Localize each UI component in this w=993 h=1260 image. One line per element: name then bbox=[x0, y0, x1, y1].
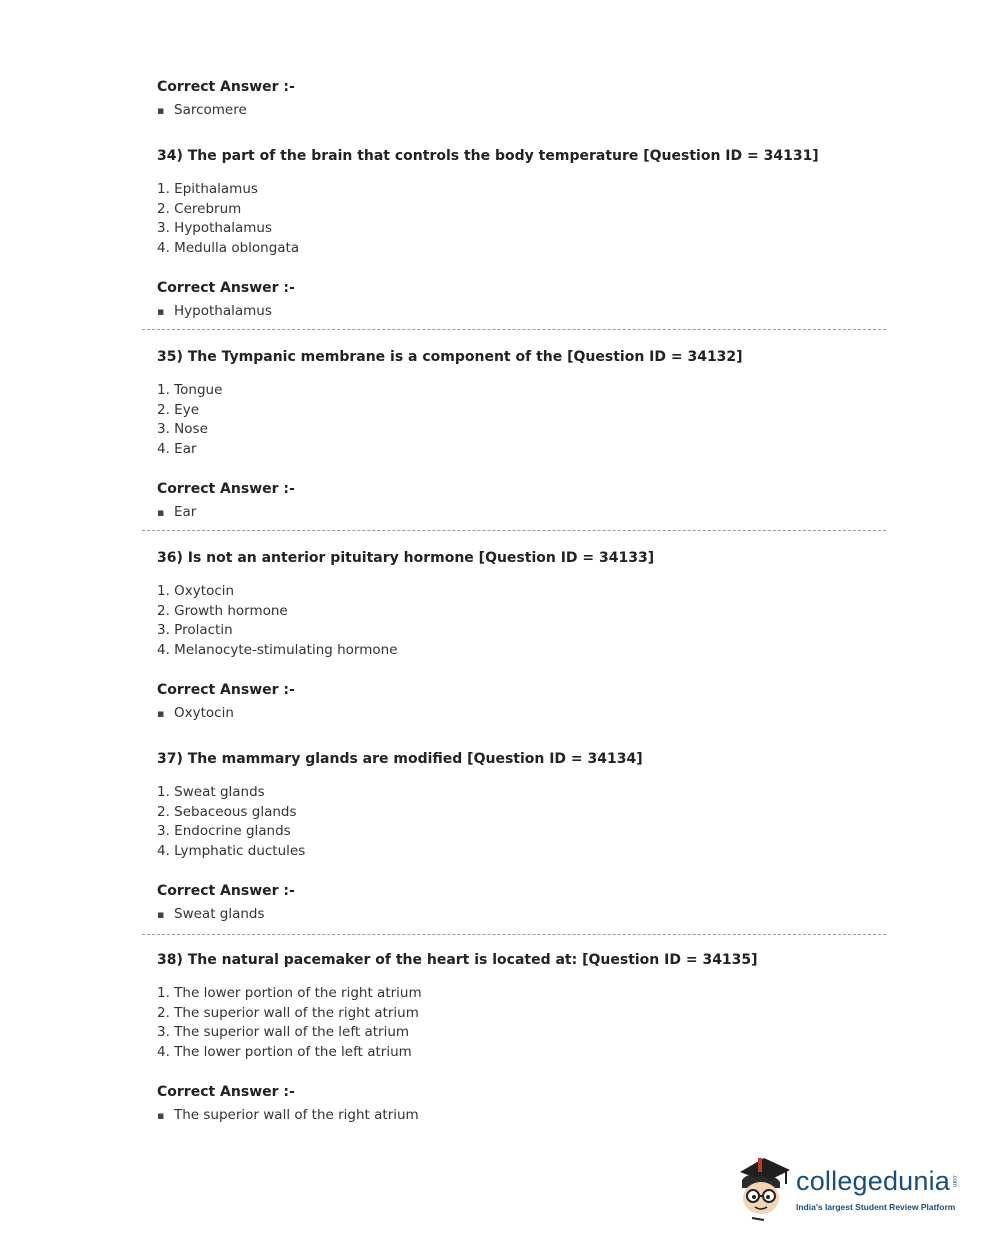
correct-answer bbox=[157, 1106, 419, 1125]
option-item: 2. Eye bbox=[157, 401, 199, 418]
brand-suffix: .com bbox=[951, 1174, 957, 1188]
option-item: 1. The lower portion of the right atrium bbox=[157, 985, 422, 1001]
correct-answer bbox=[157, 704, 234, 723]
correct-answer-text: Hypothalamus bbox=[174, 303, 272, 319]
options-list bbox=[157, 984, 422, 1062]
correct-answer bbox=[157, 302, 272, 321]
option-item: 4. Lymphatic ductules bbox=[157, 842, 306, 859]
correct-answer-label: Correct Answer :- bbox=[157, 682, 295, 698]
bullet-icon: ▪ bbox=[157, 506, 165, 519]
option-item: 4. Ear bbox=[157, 440, 197, 457]
option-item: 2. The superior wall of the right atrium bbox=[157, 1004, 419, 1021]
option-item: 3. Nose bbox=[157, 421, 208, 438]
bullet-icon: ▪ bbox=[157, 1109, 165, 1122]
bullet-icon: ▪ bbox=[157, 305, 165, 318]
option-item: 2. Sebaceous glands bbox=[157, 803, 297, 820]
option-item: 2. Growth hormone bbox=[157, 602, 288, 619]
correct-answer-text: Oxytocin bbox=[174, 705, 234, 721]
correct-answer-text: The superior wall of the right atrium bbox=[174, 1107, 419, 1123]
option-item: 4. Melanocyte-stimulating hormone bbox=[157, 641, 398, 658]
question-title: 34) The part of the brain that controls the body temperature [Question ID = 34131] bbox=[157, 148, 819, 164]
option-item: 1. Tongue bbox=[157, 382, 223, 398]
correct-answer-text: Sweat glands bbox=[174, 906, 265, 922]
correct-answer bbox=[157, 101, 247, 120]
student-mascot-icon bbox=[734, 1154, 794, 1224]
collegedunia-logo bbox=[734, 1154, 964, 1224]
section-divider bbox=[142, 934, 886, 935]
section-divider bbox=[142, 530, 886, 531]
correct-answer bbox=[157, 503, 196, 522]
question-title: 37) The mammary glands are modified [Question ID = 34134] bbox=[157, 751, 643, 767]
options-list bbox=[157, 582, 398, 660]
option-item: 1. Sweat glands bbox=[157, 784, 265, 800]
options-list bbox=[157, 783, 305, 861]
correct-answer-label: Correct Answer :- bbox=[157, 481, 295, 497]
options-list bbox=[157, 180, 299, 258]
option-item: 3. Endocrine glands bbox=[157, 823, 291, 840]
option-item: 4. The lower portion of the left atrium bbox=[157, 1043, 412, 1060]
correct-answer-label: Correct Answer :- bbox=[157, 79, 295, 95]
correct-answer-text: Sarcomere bbox=[174, 102, 247, 118]
section-divider bbox=[142, 329, 886, 330]
question-title: 35) The Tympanic membrane is a component of the [Question ID = 34132] bbox=[157, 349, 743, 365]
option-item: 3. Hypothalamus bbox=[157, 220, 273, 237]
bullet-icon: ▪ bbox=[157, 908, 165, 921]
question-title: 36) Is not an anterior pituitary hormone [Question ID = 34133] bbox=[157, 550, 655, 566]
option-item: 1. Epithalamus bbox=[157, 181, 258, 197]
correct-answer-label: Correct Answer :- bbox=[157, 280, 295, 296]
question-title: 38) The natural pacemaker of the heart is located at: [Question ID = 34135] bbox=[157, 952, 758, 968]
correct-answer-label: Correct Answer :- bbox=[157, 883, 295, 899]
correct-answer-text: Ear bbox=[174, 504, 197, 520]
options-list bbox=[157, 381, 222, 459]
option-item: 3. Prolactin bbox=[157, 622, 233, 639]
correct-answer-label: Correct Answer :- bbox=[157, 1084, 295, 1100]
option-item: 2. Cerebrum bbox=[157, 200, 242, 217]
bullet-icon: ▪ bbox=[157, 707, 165, 720]
correct-answer bbox=[157, 905, 265, 924]
bullet-icon: ▪ bbox=[157, 104, 165, 117]
option-item: 1. Oxytocin bbox=[157, 583, 235, 599]
option-item: 4. Medulla oblongata bbox=[157, 239, 300, 256]
option-item: 3. The superior wall of the left atrium bbox=[157, 1024, 410, 1041]
brand-name: collegedunia bbox=[796, 1166, 951, 1196]
brand-tagline: India's largest Student Review Platform bbox=[796, 1202, 956, 1212]
